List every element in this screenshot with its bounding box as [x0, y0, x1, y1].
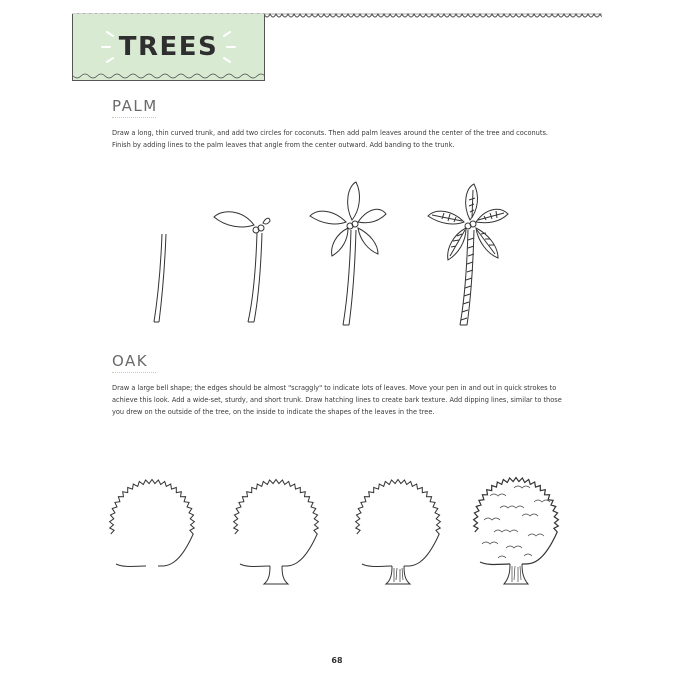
oak-step-3 [354, 476, 444, 588]
page-title: TREES [118, 32, 219, 62]
palm-step-2 [212, 205, 272, 330]
section-heading-oak: OAK [112, 352, 149, 370]
palm-instructions: Draw a long, thin curved trunk, and add two circles for coconuts. Then add palm leaves around the center of the tree and coconuts. Finish by adding lines to the palm leaves that angle from the center outward. Add banding to the trunk. [112, 129, 548, 149]
section-divider [112, 372, 156, 373]
section-heading-palm: PALM [112, 97, 158, 115]
oak-instructions: Draw a large bell shape; the edges should be almost "scraggly" to indicate lots of leaves. Move your pen in and out in quick strokes to achieve this look. Add a wide-set, sturdy, and short trunk. Draw hatching lines to create bark texture. Add dipping lines, similar to those you drew on the outside of the tree, on the inside to indicate the shapes of the leaves in the tree. [112, 384, 562, 416]
page-number: 68 [331, 656, 343, 665]
title-banner [72, 14, 265, 81]
section-divider [112, 117, 156, 118]
palm-step-1 [148, 230, 178, 330]
oak-step-1 [108, 476, 198, 572]
oak-step-4 [470, 472, 564, 588]
palm-step-3 [308, 180, 388, 330]
oak-step-2 [232, 476, 322, 588]
palm-step-4 [424, 182, 514, 332]
